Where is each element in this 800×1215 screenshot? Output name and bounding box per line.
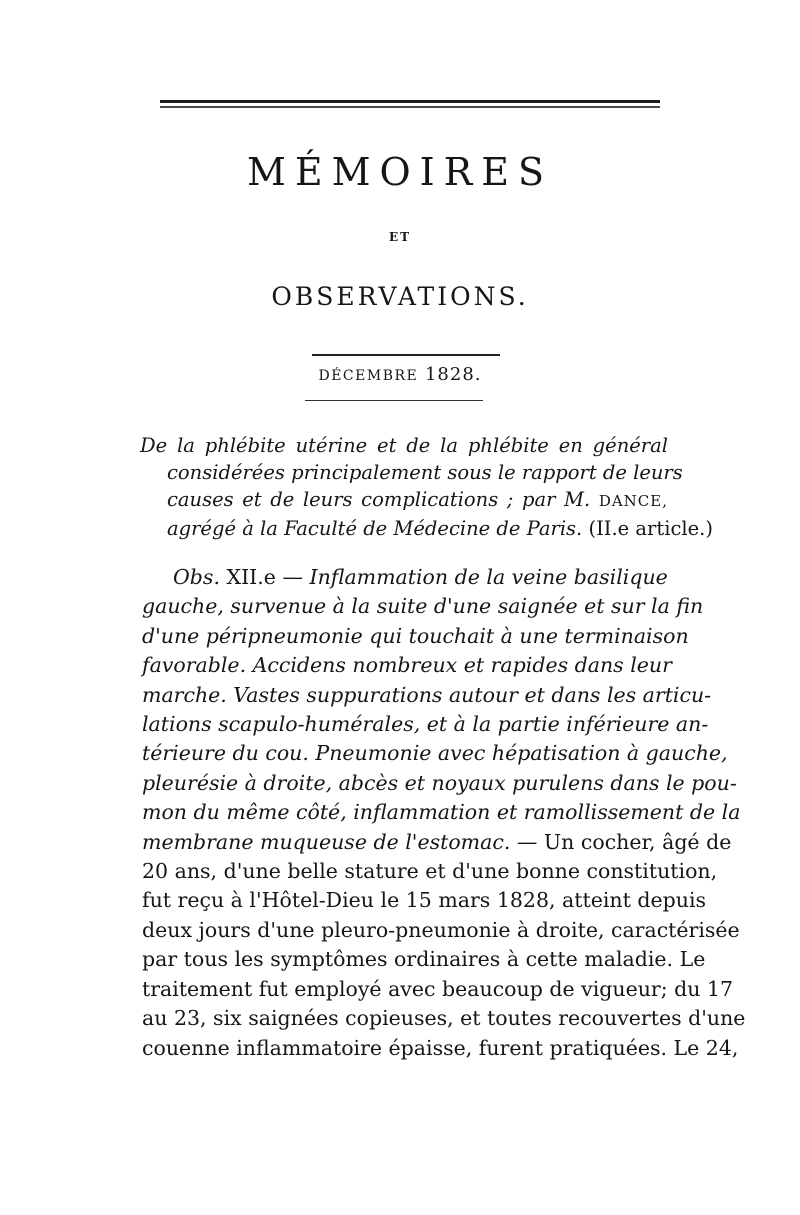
top-double-rule: [160, 100, 660, 112]
line-text: par tous les symptômes ordinaires à cette maladie. Le: [142, 947, 706, 972]
heading-line: considérées principalement sous le rapport de leurs: [167, 461, 683, 484]
top-rule-thin: [160, 106, 660, 108]
date-rule-bottom: [305, 400, 483, 401]
issue-year: 1828.: [424, 364, 482, 385]
line-text: au 23, six saignées copieuses, et toutes recouvertes d'une: [142, 1006, 746, 1031]
article-number: (II.e article.): [588, 517, 713, 540]
top-rule-thick: [160, 100, 660, 103]
paragraph-line: [142, 798, 741, 827]
issue-date: [0, 364, 800, 385]
issue-month: DÉCEMBRE: [318, 368, 419, 384]
line-text: marche. Vastes suppurations autour et dans les articu-: [142, 682, 712, 707]
heading-line: De la phlébite utérine et de la phlébite en général: [140, 434, 668, 457]
author-name: DANCE,: [598, 492, 669, 510]
heading-text: causes et de leurs complications ; par M.: [167, 488, 591, 511]
paragraph-line: [142, 681, 712, 710]
line-text: — Un cocher, âgé de: [510, 829, 732, 854]
section-subtitle: OBSERVATIONS.: [271, 282, 529, 311]
section-title: MÉMOIRES: [246, 150, 554, 194]
heading-text: agrégé à la Faculté de Médecine de Paris.: [167, 517, 583, 540]
date-rule-top: [312, 354, 500, 356]
paragraph-line: [142, 592, 704, 621]
paragraph-line: [142, 769, 737, 798]
paragraph-line: [142, 857, 718, 886]
line-text: d'une péripneumonie qui touchait à une terminaison: [142, 623, 689, 648]
line-text: gauche, survenue à la suite d'une saignée et sur la fin: [142, 594, 704, 619]
line-text: deux jours d'une pleuro-pneumonie à droite, caractérisée: [142, 917, 740, 942]
paragraph-line: [142, 710, 709, 739]
observation-paragraph: [142, 563, 746, 1063]
paragraph-line: [142, 975, 734, 1004]
paragraph-line: [142, 1004, 746, 1033]
line-text: traitement fut employé avec beaucoup de vigueur; du 17: [142, 976, 734, 1001]
paragraph-line: [142, 828, 732, 857]
heading-line: [140, 515, 713, 542]
line-text: XII.e —: [219, 565, 310, 589]
paragraph-line: [142, 622, 689, 651]
line-text: Inflammation de la veine basilique: [309, 565, 668, 589]
paragraph-line: [142, 945, 706, 974]
paragraph-line: [142, 563, 668, 592]
paragraph-line: [142, 739, 728, 768]
line-text: couenne inflammatoire épaisse, furent pratiquées. Le 24,: [142, 1035, 739, 1060]
paragraph-line: [142, 886, 707, 915]
paragraph-line: [142, 651, 672, 680]
line-text: térieure du cou. Pneumonie avec hépatisation à gauche,: [142, 741, 728, 766]
line-text: Obs.: [173, 565, 220, 589]
line-text: fut reçu à l'Hôtel-Dieu le 15 mars 1828, atteint depuis: [142, 888, 707, 913]
heading-line: [140, 486, 668, 515]
line-text: 20 ans, d'une belle stature et d'une bonne constitution,: [142, 859, 718, 884]
line-text: mon du même côté, inflammation et ramollissement de la: [142, 800, 741, 825]
line-text: membrane muqueuse de l'estomac.: [142, 829, 511, 854]
line-text: pleurésie à droite, abcès et noyaux purulens dans le pou-: [142, 770, 737, 795]
line-text: favorable. Accidens nombreux et rapides dans leur: [142, 653, 672, 678]
paragraph-line: [142, 916, 740, 945]
paragraph-line: [142, 1034, 739, 1063]
article-heading: [140, 432, 713, 542]
line-text: lations scapulo-humérales, et à la partie inférieure an-: [142, 712, 709, 737]
section-title-connector: ET: [388, 230, 412, 244]
